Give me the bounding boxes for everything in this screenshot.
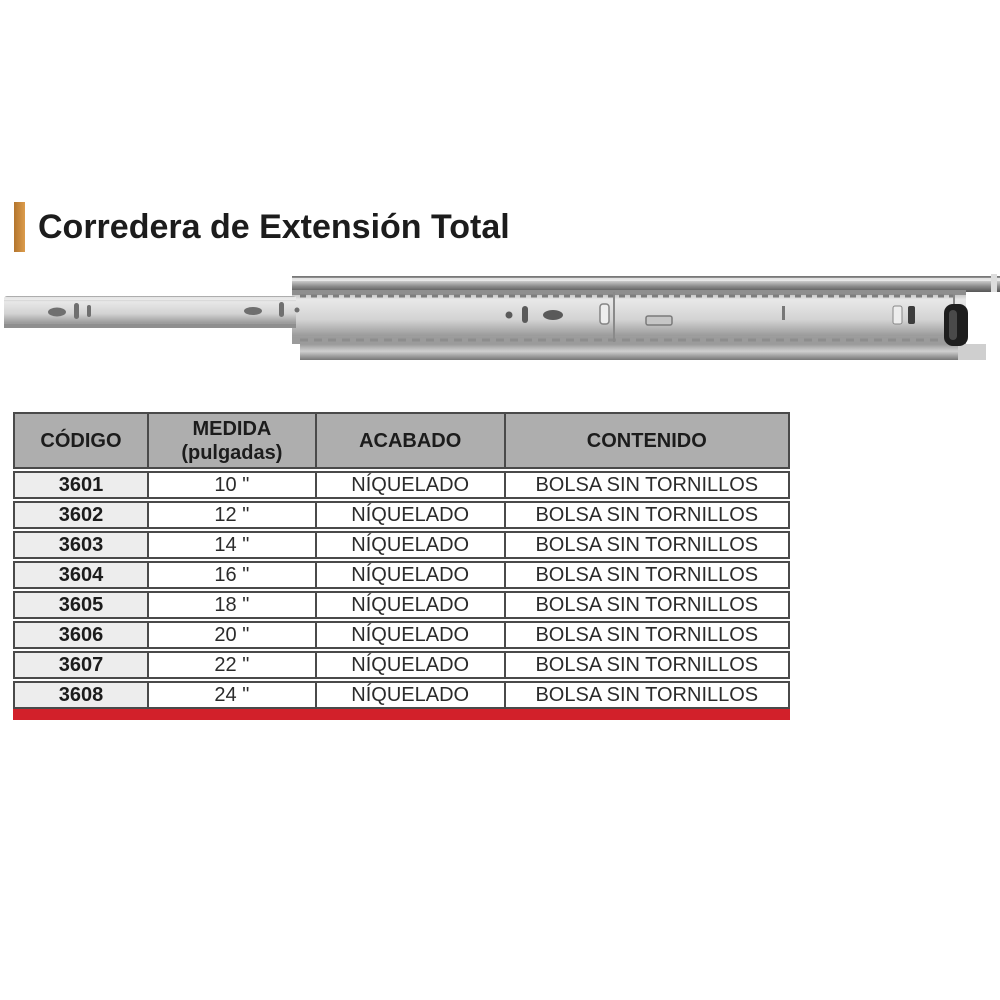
page-title: Corredera de Extensión Total — [38, 207, 510, 246]
table-row — [13, 681, 790, 709]
col-header-label: MEDIDA — [192, 417, 272, 440]
lever-tab — [646, 316, 672, 325]
product-table — [13, 410, 790, 711]
table-footer-red-bar — [13, 709, 790, 720]
cell-acabado: NÍQUELADO — [317, 621, 506, 649]
cell-medida: 18 " — [149, 591, 317, 619]
cell-codigo: 3608 — [13, 681, 149, 709]
cell-medida: 12 " — [149, 501, 317, 529]
cell-acabado: NÍQUELADO — [317, 531, 506, 559]
cell-contenido: BOLSA SIN TORNILLOS — [506, 561, 790, 589]
mounting-slot — [48, 308, 66, 317]
col-header-label: CÓDIGO — [40, 429, 122, 452]
cell-acabado: NÍQUELADO — [317, 471, 506, 499]
cell-contenido: BOLSA SIN TORNILLOS — [506, 681, 790, 709]
cell-acabado: NÍQUELADO — [317, 561, 506, 589]
cell-contenido: BOLSA SIN TORNILLOS — [506, 621, 790, 649]
cell-medida: 22 " — [149, 651, 317, 679]
col-header-acabado — [317, 412, 506, 469]
slide-bottom-track — [300, 344, 986, 360]
cell-codigo: 3604 — [13, 561, 149, 589]
col-header-sublabel: (pulgadas) — [181, 441, 283, 464]
table-row — [13, 531, 790, 559]
cell-codigo: 3603 — [13, 531, 149, 559]
cell-acabado: NÍQUELADO — [317, 501, 506, 529]
mounting-hole — [506, 312, 513, 319]
table-header-row — [13, 412, 790, 469]
cell-codigo: 3601 — [13, 471, 149, 499]
cell-codigo: 3605 — [13, 591, 149, 619]
cell-acabado: NÍQUELADO — [317, 681, 506, 709]
table-row — [13, 561, 790, 589]
col-header-medida — [149, 412, 317, 469]
cell-contenido: BOLSA SIN TORNILLOS — [506, 651, 790, 679]
table-row — [13, 621, 790, 649]
drawer-slide-illustration — [0, 270, 1000, 370]
cell-medida: 14 " — [149, 531, 317, 559]
page-header — [14, 202, 510, 252]
slide-body — [292, 290, 966, 344]
cell-medida: 20 " — [149, 621, 317, 649]
col-header-label: CONTENIDO — [586, 429, 707, 452]
cell-contenido: BOLSA SIN TORNILLOS — [506, 531, 790, 559]
cell-medida: 10 " — [149, 471, 317, 499]
title-accent-bar — [14, 202, 25, 252]
cell-contenido: BOLSA SIN TORNILLOS — [506, 591, 790, 619]
cell-contenido: BOLSA SIN TORNILLOS — [506, 471, 790, 499]
table-row — [13, 501, 790, 529]
cell-codigo: 3606 — [13, 621, 149, 649]
cell-acabado: NÍQUELADO — [317, 591, 506, 619]
table-row — [13, 471, 790, 499]
col-header-codigo — [13, 412, 149, 469]
product-table-section — [13, 410, 790, 720]
cell-acabado: NÍQUELADO — [317, 651, 506, 679]
col-header-label: ACABADO — [359, 429, 462, 452]
col-header-contenido — [506, 412, 790, 469]
cell-contenido: BOLSA SIN TORNILLOS — [506, 501, 790, 529]
table-row — [13, 651, 790, 679]
cell-codigo: 3602 — [13, 501, 149, 529]
product-image — [0, 270, 1000, 370]
table-row — [13, 591, 790, 619]
table-body — [13, 471, 790, 709]
cell-codigo: 3607 — [13, 651, 149, 679]
cell-medida: 16 " — [149, 561, 317, 589]
cell-medida: 24 " — [149, 681, 317, 709]
